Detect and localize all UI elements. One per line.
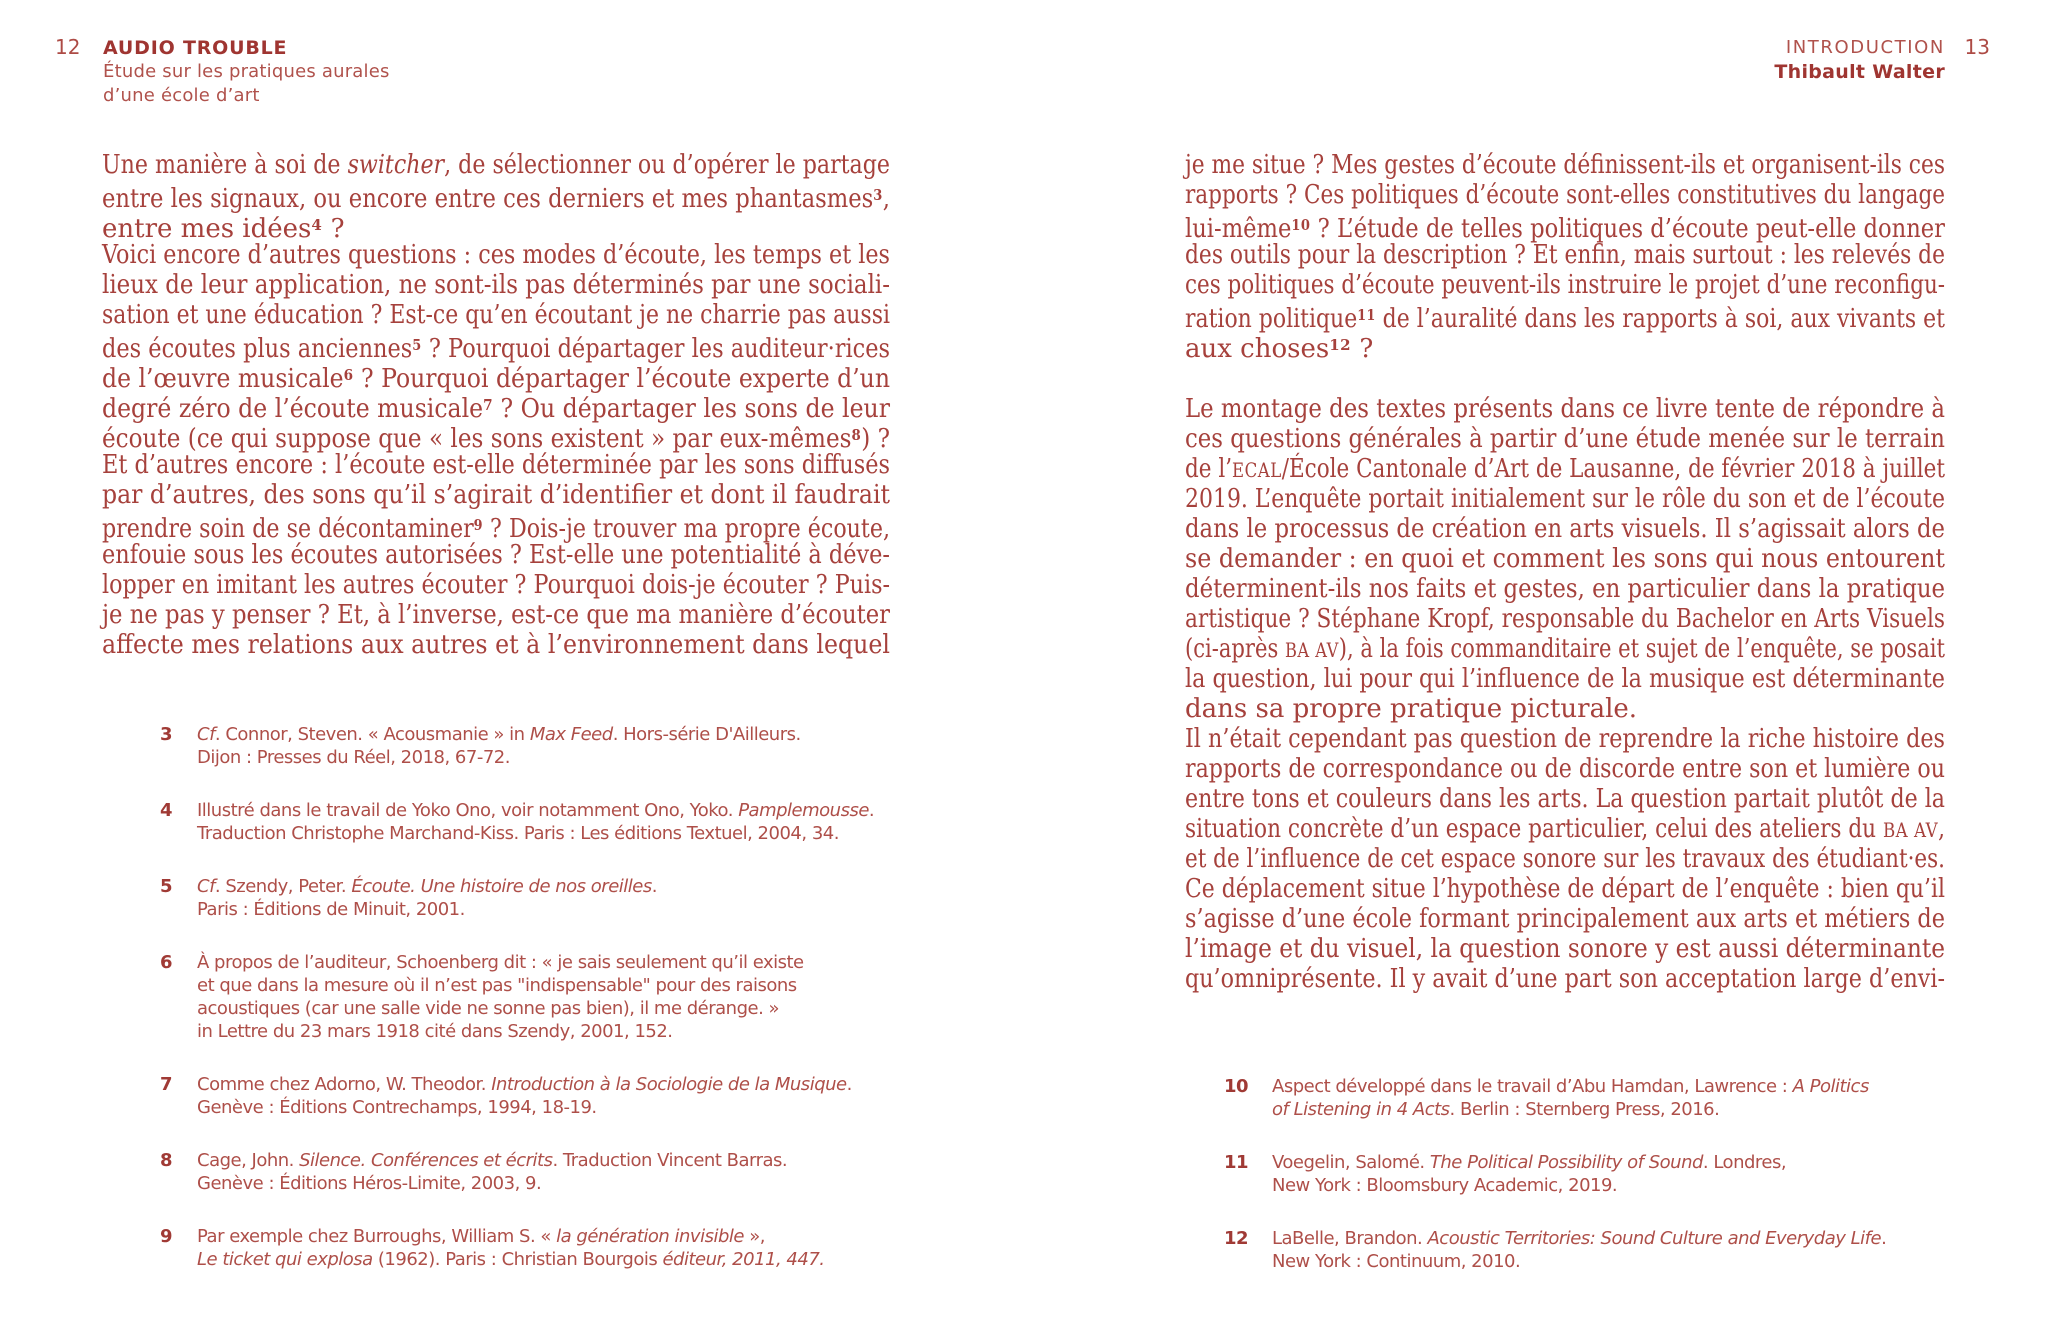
footnote-line: Cage, John. Silence. Conférences et écrits. Traduction Vincent Barras. — [197, 1150, 788, 1171]
right-page-number: 13 — [1964, 35, 1990, 59]
footnote-number: 11 — [1224, 1152, 1249, 1173]
footnote-line: À propos de l’auditeur, Schoenberg dit : « je sais seulement qu’il existe — [197, 952, 804, 973]
footnote-number: 9 — [160, 1226, 173, 1247]
footnote-line: in Lettre du 23 mars 1918 cité dans Szendy, 2001, 152. — [197, 1021, 673, 1042]
footnote-text — [1272, 1075, 1869, 1121]
right-running-header — [1774, 36, 1945, 84]
footnote-number: 12 — [1224, 1228, 1249, 1249]
body-line: Ce déplacement situe l’hypothèse de départ de l’enquête : bien qu’il — [1185, 874, 1945, 904]
body-line: se demander : en quoi et comment les sons qui nous entourent — [1185, 544, 1945, 574]
footnote-line: Illustré dans le travail de Yoko Ono, voir notamment Ono, Yoko. Pamplemousse. — [197, 800, 875, 821]
body-line: des écoutes plus anciennes$^5$ ? Pourquoi départager les auditeur·rices — [102, 334, 890, 364]
footnote-text — [1272, 1227, 1886, 1273]
footnote-number: 8 — [160, 1150, 173, 1171]
footnote-line: New York : Continuum, 2010. — [1272, 1251, 1521, 1272]
footnote-line: Dijon : Presses du Réel, 2018, 67-72. — [197, 747, 510, 768]
body-line: la question, lui pour qui l’influence de la musique est déterminante — [1185, 664, 1945, 694]
body-line: affecte mes relations aux autres et à l’environnement dans lequel — [102, 630, 890, 660]
footnote-number: 4 — [160, 800, 173, 821]
body-line: Il n’était cependant pas question de reprendre la riche histoire des — [1185, 724, 1945, 754]
footnote — [1224, 1151, 1886, 1197]
body-line: artistique ? Stéphane Kropf, responsable du Bachelor en Arts Visuels — [1185, 604, 1945, 634]
body-line: aux choses$^{12}$ ? — [1185, 334, 1374, 364]
body-line: de l’œuvre musicale$^6$ ? Pourquoi départager l’écoute experte d’un — [102, 364, 891, 394]
footnote-line: et que dans la mesure où il n’est pas "indispensable" pour des raisons — [197, 975, 797, 996]
body-line: entre les signaux, ou encore entre ces derniers et mes phantasmes$^3$, — [102, 184, 890, 214]
body-line: enfouie sous les écoutes autorisées ? Est-elle une potentialité à déve- — [102, 540, 890, 570]
author-name: Thibault Walter — [1774, 61, 1945, 83]
footnote-line: Cf. Szendy, Peter. Écoute. Une histoire de nos oreilles. — [197, 876, 657, 897]
body-line: Voici encore d’autres questions : ces modes d’écoute, les temps et les — [102, 240, 890, 270]
body-line: lui-même$^{10}$ ? L’étude de telles politiques d’écoute peut-elle donner — [1185, 214, 1945, 244]
footnote-line: Comme chez Adorno, W. Theodor. Introduction à la Sociologie de la Musique. — [197, 1074, 852, 1095]
footnote — [1224, 1227, 1886, 1273]
body-line: s’agisse d’une école formant principalement aux arts et métiers de — [1185, 904, 1945, 934]
body-line: sation et une éducation ? Est-ce qu’en écoutant je ne charrie pas aussi — [102, 300, 890, 330]
body-line: dans sa propre pratique picturale. — [1185, 694, 1638, 724]
body-line: 2019. L’enquête portait initialement sur le rôle du son et de l’écoute — [1185, 484, 1945, 514]
footnote-line: Par exemple chez Burroughs, William S. « la génération invisible », — [197, 1226, 765, 1247]
footnote-line: Genève : Éditions Héros-Limite, 2003, 9. — [197, 1173, 542, 1194]
body-line: je me situe ? Mes gestes d’écoute définissent-ils et organisent-ils ces — [1185, 150, 1945, 180]
body-line: prendre soin de se décontaminer$^9$ ? Dois-je trouver ma propre écoute, — [102, 514, 890, 544]
footnote — [160, 799, 874, 845]
body-line: par d’autres, des sons qu’il s’agirait d’identifier et dont il faudrait — [102, 480, 890, 510]
footnote — [160, 951, 874, 1043]
footnote-line: Cf. Connor, Steven. « Acousmanie » in Max Feed. Hors-série D'Ailleurs. — [197, 724, 801, 745]
footnote-text — [197, 799, 874, 845]
left-page-number: 12 — [55, 35, 81, 59]
body-line: l’image et du visuel, la question sonore y est aussi déterminante — [1185, 934, 1945, 964]
footnote — [160, 1149, 874, 1195]
footnote-number: 5 — [160, 876, 173, 897]
body-line: rapports de correspondance ou de discorde entre son et lumière ou — [1185, 754, 1945, 784]
body-line: Une manière à soi de switcher, de sélectionner ou d’opérer le partage — [102, 150, 890, 180]
footnote-line: Le ticket qui explosa (1962). Paris : Christian Bourgois éditeur, 2011, 447. — [197, 1249, 825, 1270]
footnote — [160, 1073, 874, 1119]
body-line: qu’omniprésente. Il y avait d’une part son acceptation large d’envi- — [1185, 964, 1945, 994]
body-line: rapports ? Ces politiques d’écoute sont-elles constitutives du langage — [1185, 180, 1945, 210]
book-subtitle-line-1: Étude sur les pratiques aurales — [103, 61, 390, 82]
footnote-number: 10 — [1224, 1076, 1249, 1097]
footnote-line: Genève : Éditions Contrechamps, 1994, 18-19. — [197, 1097, 597, 1118]
right-page-footnotes — [1224, 1075, 1886, 1303]
footnote-line: New York : Bloomsbury Academic, 2019. — [1272, 1175, 1618, 1196]
footnote — [1224, 1075, 1886, 1121]
footnote-text — [197, 951, 804, 1043]
body-line: déterminent-ils nos faits et gestes, en particulier dans la pratique — [1185, 574, 1945, 604]
footnote-line: Paris : Éditions de Minuit, 2001. — [197, 899, 465, 920]
body-line: situation concrète d’un espace particulier, celui des ateliers du BA AV, — [1185, 814, 1945, 844]
body-line: entre mes idées$^4$ ? — [102, 214, 345, 244]
book-title: AUDIO TROUBLE — [103, 37, 288, 59]
book-subtitle-line-2: d’une école d’art — [103, 85, 260, 106]
body-line: Et d’autres encore : l’écoute est-elle déterminée par les sons diffusés — [102, 450, 890, 480]
footnote-text — [197, 1225, 825, 1271]
footnote-text — [1272, 1151, 1786, 1197]
footnote-line: Aspect développé dans le travail d’Abu Hamdan, Lawrence : A Politics — [1272, 1076, 1869, 1097]
body-line: (ci-après BA AV), à la fois commanditaire et sujet de l’enquête, se posait — [1185, 634, 1945, 664]
footnote-line: Voegelin, Salomé. The Political Possibility of Sound. Londres, — [1272, 1152, 1787, 1173]
footnote-line: LaBelle, Brandon. Acoustic Territories: Sound Culture and Everyday Life. — [1272, 1228, 1887, 1249]
chapter-title: INTRODUCTION — [1785, 37, 1945, 58]
footnote-line: of Listening in 4 Acts. Berlin : Sternberg Press, 2016. — [1272, 1099, 1720, 1120]
left-page-body-text — [102, 150, 890, 660]
footnote — [160, 875, 874, 921]
footnote — [160, 723, 874, 769]
footnote-number: 6 — [160, 952, 173, 973]
body-line: des outils pour la description ? Et enfin, mais surtout : les relevés de — [1185, 240, 1945, 270]
footnote-number: 3 — [160, 724, 173, 745]
footnote-text — [197, 1073, 852, 1119]
body-line: degré zéro de l’écoute musicale$^7$ ? Ou départager les sons de leur — [102, 394, 890, 424]
footnote-text — [197, 1149, 787, 1195]
paragraph-gap — [1185, 360, 1945, 394]
body-line: je ne pas y penser ? Et, à l’inverse, est-ce que ma manière d’écouter — [102, 600, 890, 630]
left-page-footnotes — [160, 723, 874, 1301]
footnote-text — [197, 875, 657, 921]
body-line: dans le processus de création en arts visuels. Il s’agissait alors de — [1185, 514, 1945, 544]
body-line: écoute (ce qui suppose que « les sons existent » par eux-mêmes$^8$) ? — [102, 424, 890, 454]
footnote — [160, 1225, 874, 1271]
body-line: ces questions générales à partir d’une étude menée sur le terrain — [1185, 424, 1945, 454]
footnote-text — [197, 723, 801, 769]
body-line: lopper en imitant les autres écouter ? Pourquoi dois-je écouter ? Puis- — [102, 570, 890, 600]
footnote-line: acoustiques (car une salle vide ne sonne pas bien), il me dérange. » — [197, 998, 780, 1019]
footnote-number: 7 — [160, 1074, 173, 1095]
body-line: ces politiques d’écoute peuvent-ils instruire le projet d’une reconfigu- — [1185, 270, 1945, 300]
body-line: ration politique$^{11}$ de l’auralité dans les rapports à soi, aux vivants et — [1185, 304, 1945, 334]
footnote-line: Traduction Christophe Marchand-Kiss. Paris : Les éditions Textuel, 2004, 34. — [197, 823, 839, 844]
body-line: de l’ECAL/École Cantonale d’Art de Lausanne, de février 2018 à juillet — [1185, 454, 1945, 484]
body-line: Le montage des textes présents dans ce livre tente de répondre à — [1185, 394, 1945, 424]
left-running-header — [103, 36, 390, 108]
right-page-body-text — [1185, 150, 1945, 994]
body-line: et de l’influence de cet espace sonore sur les travaux des étudiant·es. — [1185, 844, 1945, 874]
body-line: entre tons et couleurs dans les arts. La question partait plutôt de la — [1185, 784, 1945, 814]
body-line: lieux de leur application, ne sont-ils pas déterminés par une sociali- — [102, 270, 890, 300]
